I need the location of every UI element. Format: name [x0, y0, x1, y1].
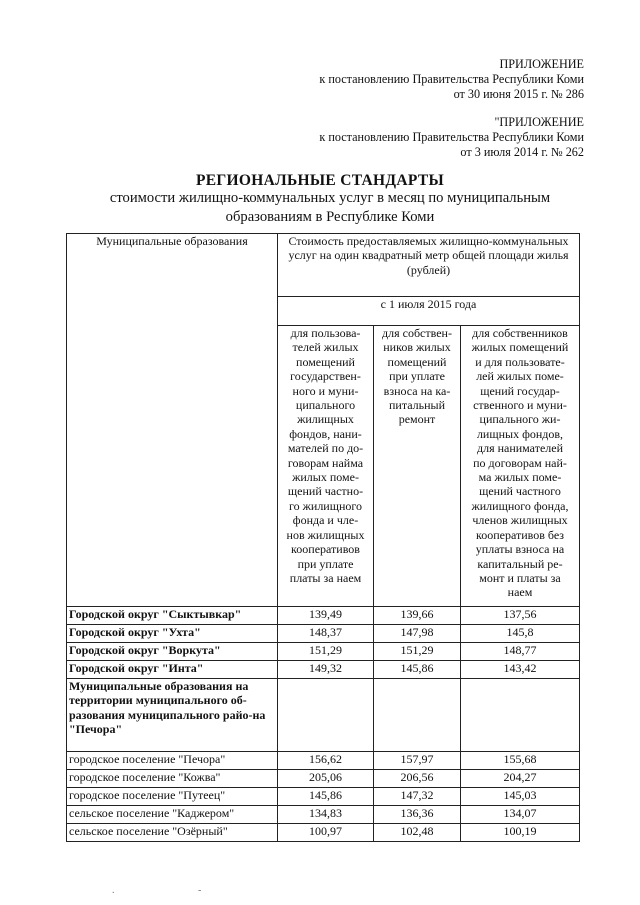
municipality-name: Городской округ "Воркута" [67, 643, 278, 661]
appendix-header-2015 [319, 57, 584, 102]
header-col-tenants: для пользова- телей жилых помещений государствен- ного и муни- ципального жилищных фондов, нани- мателей по до- говорам найма жилых поме- щений частно- го жилищного фонда и чле- нов жилищных кооперативов при уплате платы за наем [278, 326, 374, 607]
municipality-name: сельское поселение "Озёрный" [67, 824, 278, 842]
municipality-name: городское поселение "Путеец" [67, 788, 278, 806]
value-owners-capital: 102,48 [374, 824, 461, 842]
header-row [67, 234, 580, 297]
value-owners-no-capital: 100,19 [461, 824, 580, 842]
value-owners-capital: 151,29 [374, 643, 461, 661]
scan-mark: - [198, 885, 202, 896]
value-owners-capital: 157,97 [374, 752, 461, 770]
appendix-title: ПРИЛОЖЕНИЕ [499, 57, 584, 71]
table-row [67, 752, 580, 770]
municipality-name: сельское поселение "Каджером" [67, 806, 278, 824]
scan-mark: . [112, 885, 115, 896]
value-owners-no-capital: 148,77 [461, 643, 580, 661]
group-label: Муниципальные образования на территории муниципального об-разования муниципального райо-на "Печора" [67, 679, 278, 752]
municipality-name: Городской округ "Сыктывкар" [67, 607, 278, 625]
appendix-reference: к постановлению Правительства Республики Коми [319, 130, 584, 144]
value-tenants: 156,62 [278, 752, 374, 770]
table-row [67, 625, 580, 643]
municipality-name: Городской округ "Инта" [67, 661, 278, 679]
municipality-name: городское поселение "Кожва" [67, 770, 278, 788]
value-tenants: 151,29 [278, 643, 374, 661]
document-subtitle [70, 189, 590, 227]
value-tenants: 139,49 [278, 607, 374, 625]
value-owners-no-capital: 134,07 [461, 806, 580, 824]
municipality-name: городское поселение "Печора" [67, 752, 278, 770]
table-row [67, 661, 580, 679]
appendix-header-2014 [319, 115, 584, 160]
header-date: с 1 июля 2015 года [278, 297, 580, 326]
value-tenants: 134,83 [278, 806, 374, 824]
appendix-reference: к постановлению Правительства Республики Коми [319, 72, 584, 86]
empty-cell [278, 679, 374, 752]
table-row [67, 806, 580, 824]
standards-table [66, 233, 580, 842]
value-tenants: 205,06 [278, 770, 374, 788]
value-owners-capital: 147,98 [374, 625, 461, 643]
value-owners-no-capital: 155,68 [461, 752, 580, 770]
value-tenants: 149,32 [278, 661, 374, 679]
appendix-date: от 30 июня 2015 г. № 286 [453, 87, 584, 101]
value-owners-no-capital: 145,8 [461, 625, 580, 643]
header-cost: Стоимость предоставляемых жилищно-коммунальных услуг на один квадратный метр общей площади жилья (рублей) [278, 234, 580, 297]
value-owners-capital: 136,36 [374, 806, 461, 824]
subtitle-line: стоимости жилищно-коммунальных услуг в месяц по муниципальным [109, 190, 551, 206]
table-row [67, 770, 580, 788]
empty-cell [461, 679, 580, 752]
value-owners-capital: 147,32 [374, 788, 461, 806]
value-owners-no-capital: 204,27 [461, 770, 580, 788]
value-tenants: 148,37 [278, 625, 374, 643]
document-title: РЕГИОНАЛЬНЫЕ СТАНДАРТЫ [195, 172, 444, 189]
header-col-owners-no-capital: для собственников жилых помещений и для пользовате- лей жилых поме- щений государ- ственного и муни- ципального жи- лищных фондов, для нанимателей по договорам най- ма жилых поме- щений частного жилищного фонда, членов жилищных кооперативов без уплаты взноса на капитальный ре- монт и платы за наем [461, 326, 580, 607]
value-owners-no-capital: 145,03 [461, 788, 580, 806]
value-owners-capital: 139,66 [374, 607, 461, 625]
appendix-date: от 3 июля 2014 г. № 262 [460, 145, 584, 159]
header-municipalities: Муниципальные образования [67, 234, 278, 607]
empty-cell [374, 679, 461, 752]
subtitle-line: образованиям в Республике Коми [225, 209, 435, 225]
value-owners-no-capital: 143,42 [461, 661, 580, 679]
value-owners-capital: 145,86 [374, 661, 461, 679]
value-tenants: 145,86 [278, 788, 374, 806]
group-row [67, 679, 580, 752]
municipality-name: Городской округ "Ухта" [67, 625, 278, 643]
table-row [67, 824, 580, 842]
value-owners-capital: 206,56 [374, 770, 461, 788]
table-row [67, 788, 580, 806]
table-row [67, 643, 580, 661]
header-col-owners-capital: для собствен- ников жилых помещений при уплате взноса на ка- питальный ремонт [374, 326, 461, 607]
appendix-title: "ПРИЛОЖЕНИЕ [494, 115, 584, 129]
table-row [67, 607, 580, 625]
value-tenants: 100,97 [278, 824, 374, 842]
value-owners-no-capital: 137,56 [461, 607, 580, 625]
